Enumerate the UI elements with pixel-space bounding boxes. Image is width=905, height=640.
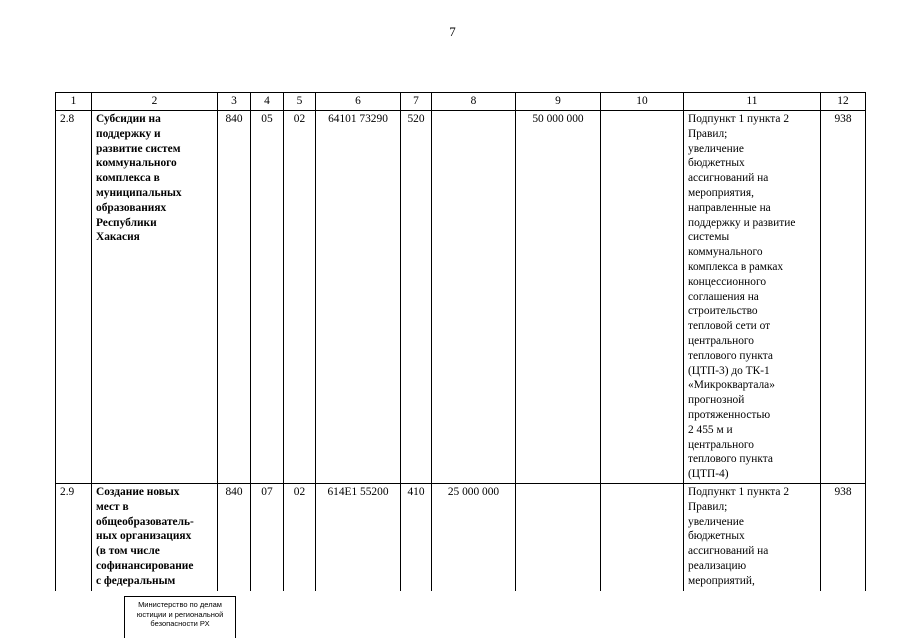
cell-text-line: поддержку и — [96, 127, 161, 140]
header-cell: 9 — [516, 93, 601, 111]
header-cell: 8 — [432, 93, 516, 111]
header-cell: 3 — [218, 93, 251, 111]
cell-text-line: центрального — [688, 438, 754, 451]
code-cell: 410 — [401, 484, 432, 592]
cell-text-line: концессионного — [688, 275, 767, 288]
cell-text-line: комплекса в — [96, 172, 160, 185]
cell-text-line: муниципальных — [96, 186, 182, 199]
cell-text-line: комплекса в рамках — [688, 260, 784, 273]
cell-text-line: направленные на — [688, 201, 771, 214]
cell-text-line: коммунального — [96, 157, 177, 170]
cell-text-line: «Микроквартала» — [688, 379, 775, 392]
cell-text-line: реализацию — [688, 559, 747, 572]
cell-text-line: увеличение — [688, 515, 744, 528]
cell-text-line: Подпункт 1 пункта 2 — [688, 486, 790, 498]
cell-text-line: Правил; — [688, 500, 728, 513]
cell-text-line: Подпункт 1 пункта 2 — [688, 113, 790, 125]
header-cell: 5 — [284, 93, 316, 111]
cell-text-line: мест в — [96, 500, 129, 513]
code-cell: 840 — [218, 111, 251, 484]
cell-text-line: Субсидии на — [96, 113, 161, 125]
cell-text-line: бюджетных — [688, 157, 745, 170]
cell-text-line: соглашения на — [688, 290, 759, 303]
cell-text-line: строительство — [688, 305, 758, 318]
cell-text-line: тепловой сети от — [688, 320, 771, 333]
item-name-cell — [92, 484, 218, 592]
basis-cell — [684, 484, 821, 592]
row-number-cell: 2.8 — [56, 111, 92, 484]
stamp-line: юстиции и региональной — [136, 609, 224, 619]
header-cell: 4 — [251, 93, 284, 111]
code-cell: 840 — [218, 484, 251, 592]
page-number: 7 — [449, 24, 456, 39]
cell-text-line: с федеральным — [96, 574, 176, 587]
cell-text-line: Правил; — [688, 127, 728, 140]
cell-text-line: софинансирование — [96, 559, 194, 572]
cell-text-line: поддержку и развитие — [688, 216, 796, 229]
cell-text-line: Республики — [96, 216, 157, 229]
cell-text-line: ассигнований на — [688, 172, 769, 185]
amount-cell: 25 000 000 — [432, 484, 516, 592]
code-cell: 520 — [401, 111, 432, 484]
cell-text-line: бюджетных — [688, 530, 745, 543]
cell-text-line: центрального — [688, 334, 754, 347]
budget-table — [55, 92, 866, 591]
header-cell: 2 — [92, 93, 218, 111]
cell-text-line: (ЦТП-3) до ТК-1 — [688, 364, 770, 377]
header-cell: 10 — [601, 93, 684, 111]
cell-text-line: 2 455 м и — [688, 423, 733, 436]
code-cell: 05 — [251, 111, 284, 484]
code-cell: 938 — [821, 484, 866, 592]
cell-text-line: теплового пункта — [688, 349, 773, 362]
table-header-row — [56, 93, 866, 111]
cell-text-line: прогнозной — [688, 394, 745, 407]
amount-cell — [601, 484, 684, 592]
cell-text-line: мероприятия, — [688, 186, 754, 199]
cell-text-line: мероприятий, — [688, 574, 755, 587]
code-cell: 07 — [251, 484, 284, 592]
cell-text-line: образованиях — [96, 201, 167, 214]
cell-text-line: увеличение — [688, 142, 744, 155]
amount-cell — [432, 111, 516, 484]
code-cell: 64101 73290 — [316, 111, 401, 484]
cell-text-line: ассигнований на — [688, 545, 769, 558]
cell-text-line: развитие систем — [96, 142, 181, 155]
row-number-cell: 2.9 — [56, 484, 92, 592]
table-row — [56, 111, 866, 484]
header-cell: 12 — [821, 93, 866, 111]
cell-text-line: коммунального — [688, 246, 763, 259]
code-cell: 02 — [284, 111, 316, 484]
item-name-cell — [92, 111, 218, 484]
code-cell: 02 — [284, 484, 316, 592]
cell-text-line: (в том числе — [96, 545, 160, 558]
cell-text-line: Создание новых — [96, 486, 180, 498]
code-cell: 938 — [821, 111, 866, 484]
basis-cell — [684, 111, 821, 484]
header-cell: 6 — [316, 93, 401, 111]
stamp-line: безопасности РХ — [150, 619, 210, 628]
amount-cell — [516, 484, 601, 592]
amount-cell — [601, 111, 684, 484]
cell-text-line: системы — [688, 231, 730, 244]
header-cell: 11 — [684, 93, 821, 111]
cell-text-line: Хакасия — [96, 231, 140, 244]
header-cell: 7 — [401, 93, 432, 111]
header-cell: 1 — [56, 93, 92, 111]
registration-stamp — [124, 596, 236, 638]
cell-text-line: общеобразователь- — [96, 515, 194, 528]
code-cell: 614E1 55200 — [316, 484, 401, 592]
stamp-line: Министерство по делам — [138, 600, 222, 609]
amount-cell: 50 000 000 — [516, 111, 601, 484]
cell-text-line: протяженностью — [688, 408, 771, 421]
table-row — [56, 484, 866, 592]
cell-text-line: (ЦТП-4) — [688, 468, 729, 481]
cell-text-line: ных организациях — [96, 530, 192, 543]
cell-text-line: теплового пункта — [688, 453, 773, 466]
